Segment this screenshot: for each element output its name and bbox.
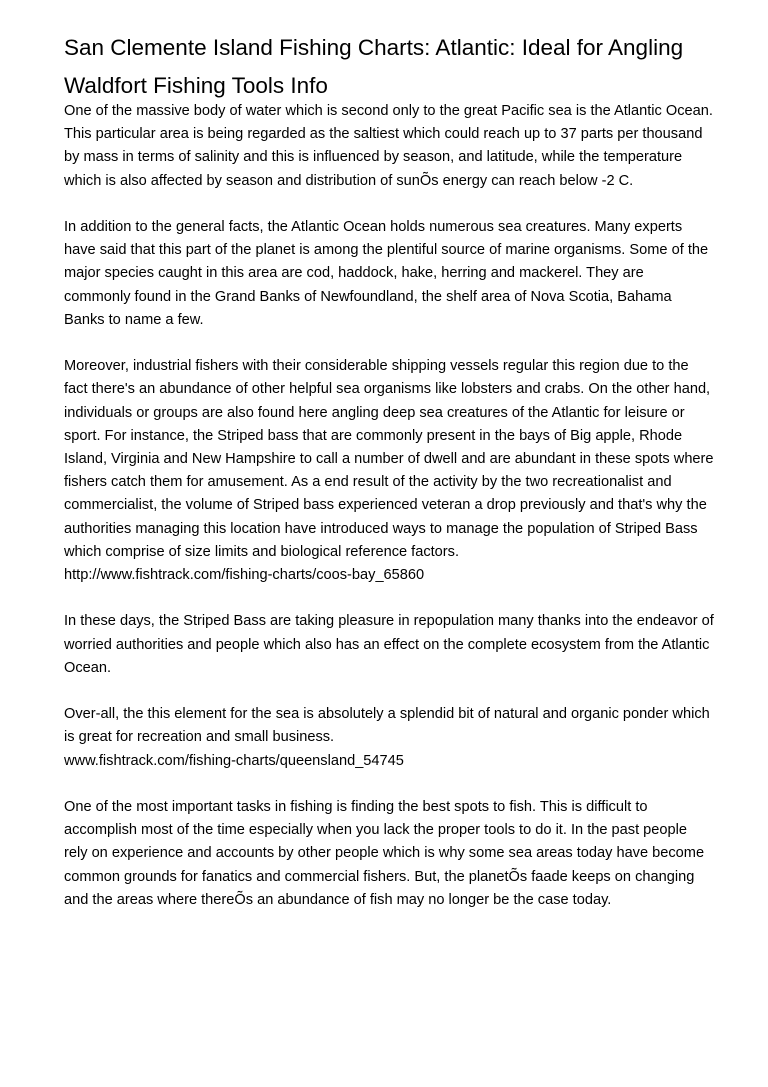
document-subtitle: Waldfort Fishing Tools Info <box>64 73 328 98</box>
paragraph-species: In addition to the general facts, the Atlantic Ocean holds numerous sea creatures. Many experts have said that this part of the planet is among the plentiful source of marine organisms. Some of the major species caught in this area are cod, haddock, hake, herring and mackerel. They are commonly found in the Grand Banks of Newfoundland, the shelf area of Nova Scotia, Bahama Banks to name a few. <box>64 219 709 328</box>
paragraph-gap <box>64 773 714 796</box>
paragraph-gap <box>64 332 714 355</box>
paragraph-gap <box>64 680 714 703</box>
paragraph-striped-bass: Moreover, industrial fishers with their considerable shipping vessels regular this region due to the fact there's an abundance of other helpful sea organisms like lobsters and crabs. On the other hand, individuals or groups are also found here angling deep sea creatures of the Atlantic for leisure or sport. For instance, the Striped bass that are commonly present in the bays of Big apple, Rhode Island, Virginia and New Hampshire to call a number of dwell and are abundant in these spots where fishers catch them for amusement. As a end result of the activity by the two recreationalist and commercialist, the volume of Striped bass experienced veteran a drop previously and that's why the authorities managing this location have introduced ways to manage the population of Striped Bass which comprise of size limits and biological reference factors. <box>64 358 714 560</box>
url-queensland: www.fishtrack.com/fishing-charts/queensland_54745 <box>64 752 404 769</box>
document-page <box>64 36 714 912</box>
paragraph-gap <box>64 587 714 610</box>
document-title: San Clemente Island Fishing Charts: Atlantic: Ideal for Angling <box>64 35 684 60</box>
paragraph-overall: Over-all, the this element for the sea is absolutely a splendid bit of natural and organic ponder which is great for recreation and small business. <box>64 706 710 746</box>
document-body <box>64 100 714 912</box>
url-coos-bay: http://www.fishtrack.com/fishing-charts/coos-bay_65860 <box>64 567 425 584</box>
paragraph-salinity: One of the massive body of water which is second only to the great Pacific sea is the Atlantic Ocean. This particular area is being regarded as the saltiest which could reach up to 37 parts per thousand by mass in terms of salinity and this is influenced by season, and latitude, while the temperature which is also affected by season and distribution of sunÕs energy can reach below -2 C. <box>64 103 713 189</box>
paragraph-repopulation: In these days, the Striped Bass are taking pleasure in repopulation many thanks into the endeavor of worried authorities and people which also has an effect on the complete ecosystem from the Atlantic Ocean. <box>64 613 714 676</box>
paragraph-best-spots: One of the most important tasks in fishing is finding the best spots to fish. This is difficult to accomplish most of the time especially when you lack the proper tools to do it. In the past people rely on experience and accounts by other people which is why some sea areas today have become common grounds for fanatics and commercial fishers. But, the planetÕs faade keeps on changing and the areas where thereÕs an abundance of fish may no longer be the case today. <box>64 799 705 908</box>
paragraph-gap <box>64 193 714 216</box>
